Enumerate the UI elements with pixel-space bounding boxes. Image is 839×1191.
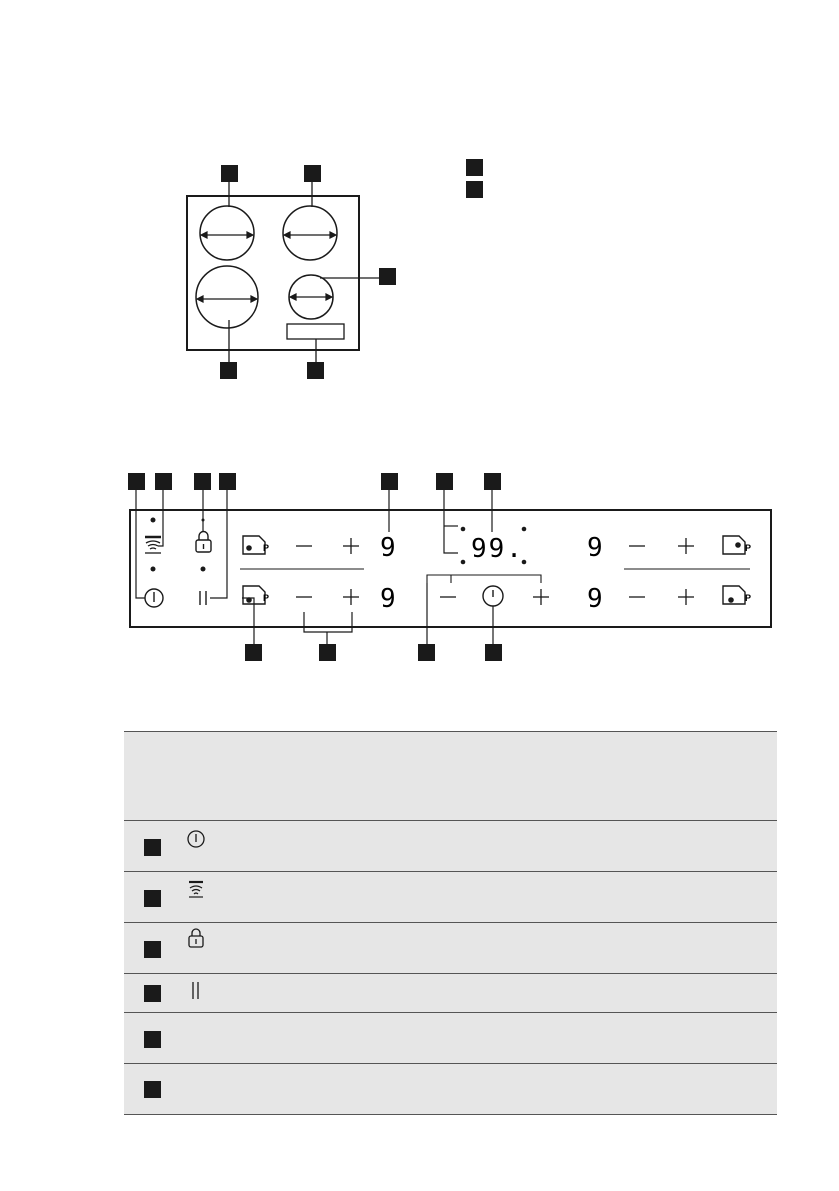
table-header-row	[124, 731, 777, 821]
table-row	[124, 821, 777, 872]
callout-square	[418, 644, 435, 661]
row-number-square	[144, 985, 161, 1002]
lock-icon[interactable]	[196, 532, 211, 553]
callout-square	[128, 473, 145, 490]
callout-square	[436, 473, 453, 490]
on-off-icon	[186, 829, 206, 849]
timer-plus-button[interactable]	[533, 589, 549, 605]
callout-square	[155, 473, 172, 490]
power-boost-icon[interactable]	[723, 536, 745, 554]
hob2hood-icon	[186, 879, 206, 899]
table-row	[124, 1013, 777, 1064]
function-table	[124, 731, 777, 1115]
callout-square	[319, 644, 336, 661]
zone-display-left-bottom: 9	[380, 584, 396, 614]
power-boost-label: P	[745, 543, 752, 553]
plus-button[interactable]	[343, 538, 359, 554]
callout-square	[381, 473, 398, 490]
zone-display-left-top: 9	[380, 533, 396, 563]
table-row	[124, 923, 777, 974]
plus-button[interactable]	[678, 538, 694, 554]
callout-square	[194, 473, 211, 490]
plus-button[interactable]	[343, 589, 359, 605]
row-number-square	[144, 1031, 161, 1048]
hob2hood-icon[interactable]	[145, 537, 161, 553]
row-number-square	[144, 941, 161, 958]
pause-icon[interactable]	[200, 591, 206, 605]
table-row	[124, 872, 777, 923]
plus-button[interactable]	[678, 589, 694, 605]
row-number-square	[144, 839, 161, 856]
timer-icon[interactable]	[483, 586, 503, 606]
table-row	[124, 1064, 777, 1115]
callout-square	[484, 473, 501, 490]
timer-display: 99.	[471, 534, 524, 564]
zone-display-right-top: 9	[587, 533, 603, 563]
row-number-square	[144, 1081, 161, 1098]
power-boost-icon[interactable]	[723, 586, 745, 604]
zone-display-right-bottom: 9	[587, 584, 603, 614]
power-boost-label: P	[263, 543, 270, 553]
on-off-icon[interactable]	[145, 589, 163, 607]
power-boost-label: P	[263, 593, 270, 603]
power-boost-icon[interactable]	[243, 536, 265, 554]
pause-icon	[186, 980, 206, 1002]
row-number-square	[144, 890, 161, 907]
callout-square	[245, 644, 262, 661]
lock-icon	[186, 928, 206, 950]
callout-square	[485, 644, 502, 661]
table-row	[124, 974, 777, 1013]
power-boost-label: P	[745, 593, 752, 603]
callout-square	[219, 473, 236, 490]
